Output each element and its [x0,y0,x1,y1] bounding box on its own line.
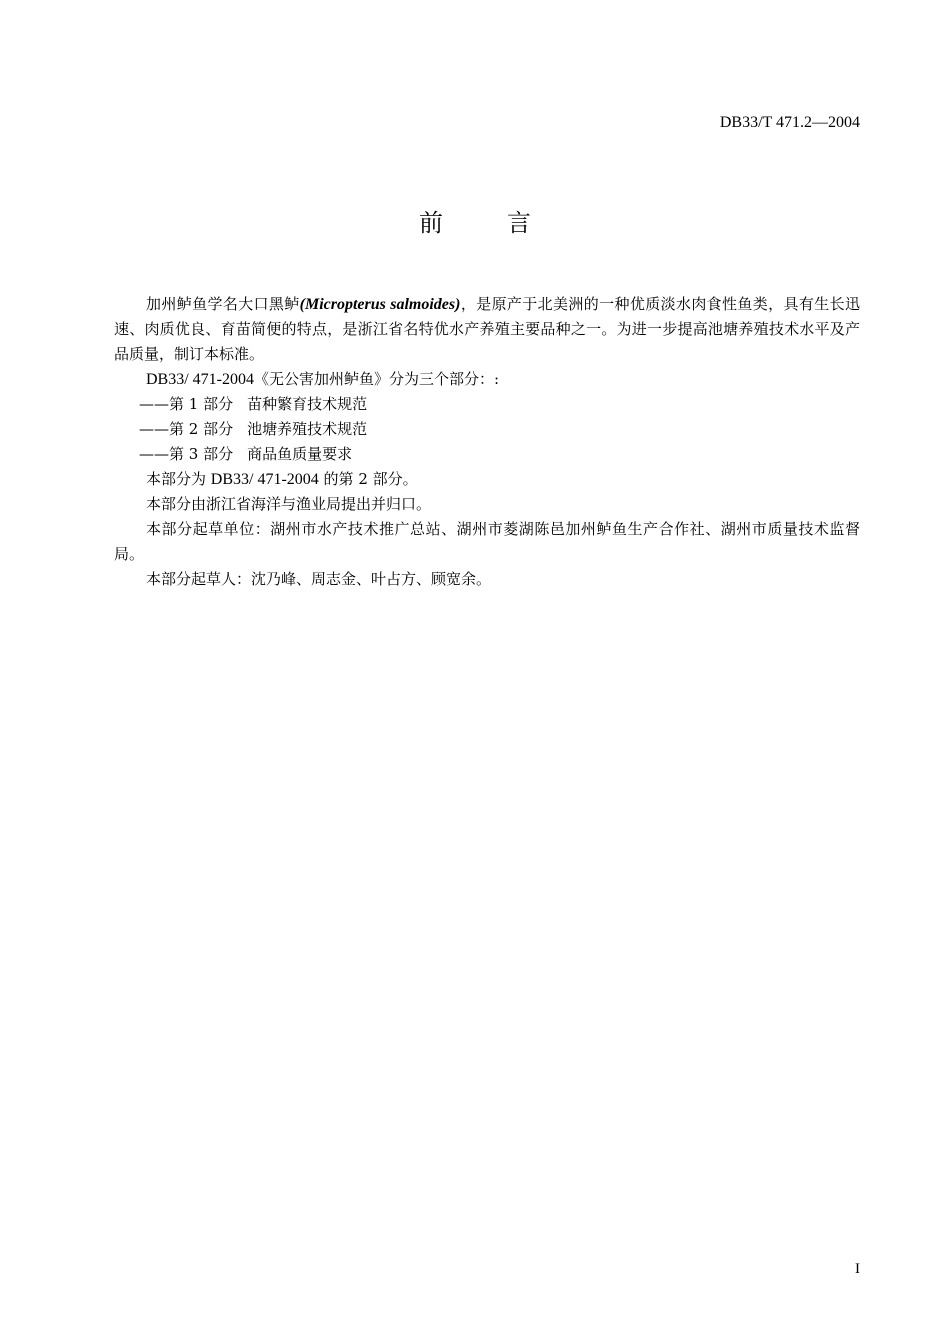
title-char-2: 言 [507,209,531,237]
intro-paragraph [114,292,860,367]
part-name: 商品鱼质量要求 [247,445,353,463]
parts-intro [114,367,860,392]
list-item [114,392,860,417]
part-name: 苗种繁育技术规范 [247,395,368,413]
page-number: I [855,1261,860,1277]
this-part-suffix: 的第 2 部分。 [318,470,418,488]
title-char-1: 前 [419,209,443,237]
drafters-statement: 本部分起草人：沈乃峰、周志金、叶占方、顾宽余。 [146,570,492,588]
list-item [114,417,860,442]
page-title [0,205,950,241]
proposed-by-statement: 本部分由浙江省海洋与渔业局提出并归口。 [146,495,432,513]
part-label: ——第 1 部分 [139,395,234,413]
list-item [114,442,860,467]
this-part-statement [114,467,860,492]
intro-rest: ，是原产于北美洲的一种优质淡水肉食性鱼类，具有生长迅速、肉质优良、育苗简便的特点，是浙江省名特优水产养殖主要品种之一。为进一步提高池塘养殖技术水平及产品质量，制订本标准。 [114,295,860,363]
intro-start: 加州鲈鱼学名大口黑鲈 [146,295,300,313]
part-label: ——第 2 部分 [139,420,234,438]
parts-intro-text: 《无公害加州鲈鱼》分为三个部分：: [254,370,500,388]
scientific-name: (Micropterus salmoides) [299,296,461,313]
part-label: ——第 3 部分 [139,445,234,463]
foreword-body [114,292,860,592]
part-name: 池塘养殖技术规范 [247,420,368,438]
parts-intro-code: DB33/ 471-2004 [146,371,254,388]
drafting-units-statement: 本部分起草单位：湖州市水产技术推广总站、湖州市菱湖陈邑加州鲈鱼生产合作社、湖州市质量技术监督局。 [114,520,860,563]
this-part-code: DB33/ 471-2004 [210,471,319,488]
this-part-prefix: 本部分为 [146,470,211,488]
standard-code: DB33/T 471.2—2004 [719,114,860,131]
